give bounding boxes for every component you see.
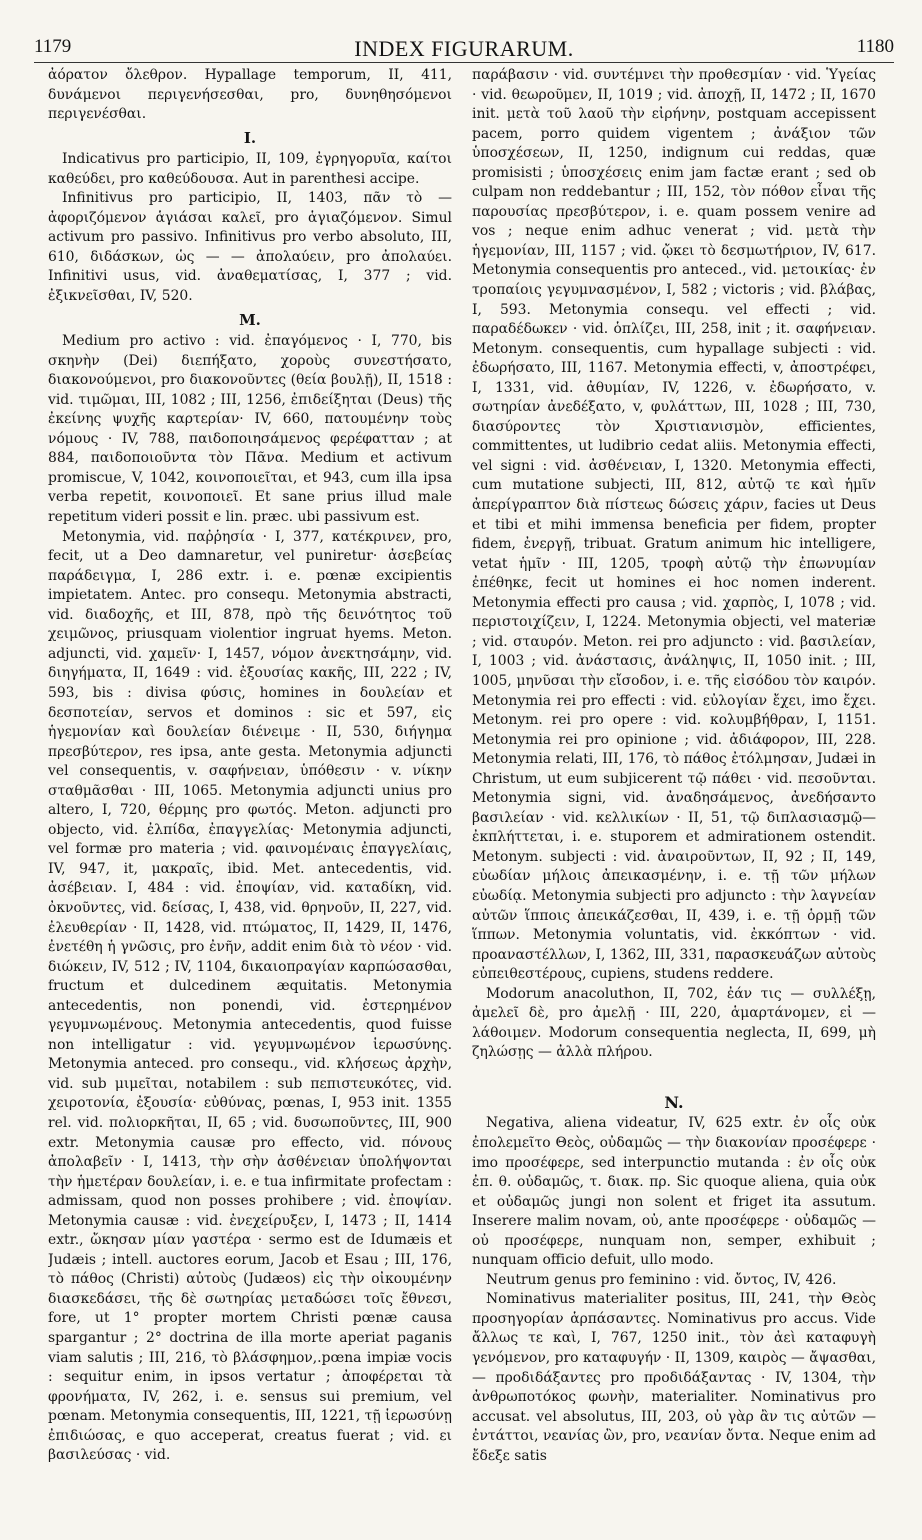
right-column [472, 66, 876, 1526]
index-entry: παράβασιν · vid. συντέμνει τὴν προθεσμίαν · vid. Ὑγείας · vid. θεωροῦμεν, II, 1019 ; vid. ἀποχῇ, II, 1472 ; II, 1670 init. μετὰ τοῦ λαοῦ τὴν εἰρήνην, postquam accepissent pacem, porro quidem vigentem ; ἀνάξιον τῶν ὑποσχέσεων, II, 1250, indignum cui reddas, quæ promisisti ; ὑποσχέσεις enim jam factæ erant ; sed ob culpam non reddebantur ; III, 152, τὸν πόθον εἶναι τῆς παρουσίας πρεσβύτερον, i. e. quam possem venire ad vos ; neque enim adhuc venerat ; vid. μετὰ τὴν ἡγεμονίαν, III, 1157 ; vid. ᾤκει τὸ δεσμωτήριον, IV, 617. Metonymia consequentis pro anteced., vid. μετοικίας· ἐν τροπαίοις γεγυμνασμένον, I, 582 ; victoris ; vid. βλάβας, I, 593. Metonymia consequ. vel effecti ; vid. παραδέδωκεν · vid. ὁπλίζει, III, 258, init ; it. σαφήνειαν. Metonym. consequentis, cum hypallage subjecti : vid. ἐδωρήσατο, III, 1167. Metonymia effecti, v, ἀποστρέφει, I, 1331, vid. ἀθυμίαν, IV, 1226, v. ἐδωρήσατο, v. σωτηρίαν ἀνεδέξατο, v, φυλάττων, III, 1028 ; III, 730, διασύροντες τὸν Χριστιανισμὸν, efficientes, committentes, ut ludibrio cedat aliis. Metonymia effecti, vel signi : vid. ἀσθένειαν, I, 1320. Metonymia effecti, cum mutatione subjecti, III, 812, αὐτῷ τε καὶ ἡμῖν ἀπερίγραπτον διὰ πίστεως δώσεις χάριν, facies ut Deus et tibi et mihi immensa beneficia per fidem, propter fidem, ἐνεργῇ, tribuat. Gratum animum hic intelligere, vetat ἡμῖν · III, 1205, τροφὴ αὐτῷ τὴν ἐπωνυμίαν ἐπέθηκε, fecit ut homines ei hoc nomen inderent. Metonymia effecti pro causa ; vid. χαρπὸς, I, 1078 ; vid. περιστοιχίζειν, I, 1224. Metonymia objecti, vel materiæ ; vid. σταυρόν. Meton. rei pro adjuncto : vid. βασιλείαν, I, 1003 ; vid. ἀνάστασις, ἀνάληψις, II, 1050 init. ; III, 1005, μηνῦσαι τὴν εἴσοδον, i. e. τῆς εἰσόδου τὸν καιρόν. Metonymia rei pro effecti : vid. εὐλογίαν ἔχει, imo ἔχει. Metonym. rei pro opere : vid. κολυμβήθραν, I, 1151. Metonymia rei pro opinione ; vid. ἀδιάφορον, III, 228. Metonymia relati, III, 176, τὸ πάθος ἐτόλμησαν, Judæi in Christum, ut eum subjicerent τῷ πάθει · vid. πεσοῦνται. Metonymia signi, vid. ἀναδησάμενος, ἀνεδήσαντο βασιλείαν · vid. κελλικίων · II, 51, τῷ διπλασιασμῷ—ἐκπλήττεται, i. e. stuporem et admirationem ostendit. Metonym. subjecti : vid. ἀναιροῦντων, II, 92 ; II, 149, εὐωδίαν μήλοις ἀπεικασμένην, i. e. τῇ τῶν μήλων εὐωδίᾳ. Metonymia subjecti pro adjuncto : τὴν λαγνείαν αὐτῶν ἵπποις ἀπεικάζεσθαι, II, 439, i. e. τῇ ὁρμῇ τῶν ἵππων. Metonymia voluntatis, vid. ἐκκόπτων · vid. προαναστέλλων, I, 1362, III, 331, παρασκευάζων αὐτοὺς εὐπειθεστέρους, cupiens, studens reddere. [472, 67, 876, 983]
page-number-left: 1179 [34, 36, 72, 57]
index-entry: Infinitivus pro participio, II, 1403, πᾶν τὸ — ἀφοριζόμενον ἁγιάσαι καλεῖ, pro ἁγιαζόμενον. Simul activum pro passivo. Infinitivus pro verbo absoluto, III, 610, διδάσκων, ὡς — — ἀπολαύειν, pro ἀπολαύει. Infinitivi usus, vid. ἀναθεματίσας, I, 377 ; vid. ἐξικνεῖσθαι, IV, 520. [48, 190, 452, 305]
header-rule [34, 62, 894, 63]
index-entry: Medium pro activo : vid. ἐπαγόμενος · I, 770, bis σκηνὴν (Dei) διεπήξατο, χοροὺς συνεστήσατο, διακονούμενοι, pro διακονοῦντες (θεία βουλῇ), II, 1518 : vid. τιμῶμαι, III, 1082 ; III, 1256, ἐπιδείξηται (Deus) τῆς ἐκείνης ψυχῆς καρτερίαν· IV, 660, πατουμένην τοὺς νόμους · IV, 788, παιδοποιησάμενος φερέφατταν ; at 884, παιδοποιοῦντα τὸν Πᾶνα. Medium et activum promiscue, V, 1042, κοινοποιεῖται, et 943, cum illa ipsa verba repetit, κοινοποιεῖ. Et sane prius illud male repetitum videri possit e lin. præc. ubi passivum est. [48, 333, 452, 526]
page-number-right: 1180 [856, 36, 894, 57]
section-letter-n: N. [664, 1092, 684, 1112]
index-entry: Negativa, aliena videatur, IV, 625 extr. ἐν οἷς οὐκ ἐπολεμεῖτο Θεὸς, οὐδαμῶς — τὴν διακονίαν προσέφερε · imo προσέφερε, sed interpunctio mutanda : ἐν οἷς οὐκ ἐπ. θ. οὐδαμῶς, τ. διακ. πρ. Sic quoque aliena, quia οὐκ et οὐδαμῶς jungi non solent et friget ita assutum. Inserere malim novam, οὐ, ante προσέφερε · οὐδαμῶς — οὐ προσέφερε, nunquam non, semper, exhibuit ; nunquam officio defuit, ullo modo. [472, 1115, 876, 1269]
index-entry: Metonymia, vid. παῤῥησία · I, 377, κατέκρινεν, pro, fecit, ut a Deo damnaretur, vel puniretur· ἀσεβείας παράδειγμα, I, 286 extr. i. e. pœnæ excipientis impietatem. Antec. pro consequ. Metonymia abstracti, vid. διαδοχῆς, et III, 878, πρὸ τῆς δεινότητος τοῦ χειμῶνος, priusquam violentior ingruat hyems. Meton. adjuncti, vid. χαμεῖν· I, 1457, νόμον ἀνεκτησάμην, vid. διηγήματα, II, 1649 : vid. ἐξουσίας κακῆς, III, 222 ; IV, 593, bis : divisa φύσις, homines in δουλείαν et δεσποτείαν, servos et dominos : sic et 597, εἰς ἡγεμονίαν καὶ δουλείαν διένειμε · II, 530, διήγημα πρεσβύτερον, res ipsa, ante gesta. Metonymia adjuncti vel consequentis, v. σαφήνειαν, ὑπόθεσιν · v. νίκην σταθμᾶσθαι · III, 1065. Metonymia adjuncti unius pro altero, I, 720, θέρμης pro φωτός. Meton. adjuncti pro objecto, vid. ἐλπίδα, ἐπαγγελίας· Metonymia adjuncti, vel formæ pro materia ; vid. φαινομέναις ἐπαγγελίαις, IV, 947, it, μακραῖς, ibid. Met. antecedentis, vid. ἀσέβειαν. I, 484 : vid. ἐποψίαν, vid. καταδίκη, vid. ὀκνοῦντες, vid. δείσας, I, 438, vid. θρηνοῦν, II, 227, vid. ἐλευθερίαν · II, 1428, vid. πτώματος, II, 1429, II, 1476, ἐνετέθη ἡ γνῶσις, pro ἐνῆν, addit enim διὰ τὸ νέον · vid. διώκειν, IV, 512 ; IV, 1104, δικαιοπραγίαν καρπώσασθαι, fructum et dulcedinem æquitatis. Metonymia antecedentis, non ponendi, vid. ἐστερημένον γεγυμνωμένους. Metonymia antecedentis, quod fuisse non intelligatur : vid. γεγυμνωμένον ἱερωσύνης. Metonymia anteced. pro consequ., vid. κλήσεως ἀρχὴν, vid. sub μιμεῖται, notabilem : sub πεπιστευκότες, vid. χειροτονία, ἐξουσία· εὐθύνας, pœnas, I, 953 init. 1355 rel. vid. πολιορκῆται, II, 65 ; vid. δυσωποῦντες, III, 900 extr. Metonymia causæ pro effecto, vid. πόνους ἀπολαβεῖν · I, 1413, τὴν σὴν ἀσθένειαν ὑπολήψονται τὴν ἡμετέραν δουλείαν, i. e. e tua infirmitate profectam : admissam, quod non posses prohibere ; vid. ἐποψίαν. Metonymia causæ : vid. ἐνεχείρυξεν, I, 1473 ; II, 1414 extr., ὤκησαν μίαν γαστέρα · sermo est de Idumæis et Judæis ; intell. auctores eorum, Jacob et Esau ; III, 176, τὸ πάθος (Christi) αὐτοὺς (Judæos) εἰς τὴν οἰκουμένην διασκεδάσει, τῆς δὲ σωτηρίας μεταδώσει τοῖς ἔθνεσι, fore, ut 1° propter mortem Christi pœnæ causa spargantur ; 2° doctrina de illa morte aperiat paganis viam salutis ; III, 216, τὸ βλάσφημον,.pœna impiæ vocis : sequitur enim, in ipsos vertatur ; ἀποφέρεται τὰ φρονήματα, IV, 262, i. e. sensus sui premium, vel pœnam. Metonymia consequentis, III, 1221, τῇ ἱερωσύνῃ ἐπιδιώσας, e quo acceperat, creatus fuerat ; vid. ει βασιλεύσας · vid. [48, 528, 452, 1464]
section-letter-m: M. [239, 310, 261, 329]
index-entry: ἀόρατον ὄλεθρον. Hypallage temporum, II, 411, δυνάμενοι περιγενήσεσθαι, pro, δυνηθησόμενοι περιγενέσθαι. [48, 67, 452, 123]
index-entry: Modorum anacoluthon, II, 702, ἐάν τις — συλλέξῃ, ἀμελεῖ δὲ, pro ἀμελῇ · III, 220, ἁμαρτάνομεν, εἰ — λάθοιμεν. Modorum consequentia neglecta, II, 699, μὴ ζηλώσῃς — ἀλλὰ πλήρου. [472, 985, 876, 1061]
index-entry: Neutrum genus pro feminino : vid. ὄντος, IV, 426. [486, 1271, 837, 1288]
left-column [48, 66, 452, 1526]
running-header [34, 36, 894, 60]
index-entry: Indicativus pro participio, II, 109, ἐγρηγορυῖα, καίτοι καθεύδει, pro καθεύδουσα. Aut in parenthesi accipe. [48, 151, 452, 187]
section-letter-i: I. [243, 128, 257, 147]
index-entry: Nominativus materialiter positus, III, 241, τὴν Θεὸς προσηγορίαν ἁρπάσαντες. Nominativus pro accus. Vide ἄλλως τε καὶ, I, 767, 1250 init., τὸν ἀεὶ καταφυγὴ γενόμενον, pro καταφυγήν · II, 1309, καιρὸς — ἄψασθαι, — προδιδάξαντες pro προδιδάξαντας · IV, 1304, τὴν ἀνθρωποτόκος φωνὴν, materialiter. Nominativus pro accusat. vel absolutus, III, 203, οὐ γὰρ ἂν τις αὐτῶν — ἐντάττοι, νεανίας ὢν, pro, νεανίαν ὄντα. Neque enim ad ἔδεξε satis [472, 1291, 876, 1464]
page-title: INDEX FIGURARUM. [354, 36, 574, 61]
